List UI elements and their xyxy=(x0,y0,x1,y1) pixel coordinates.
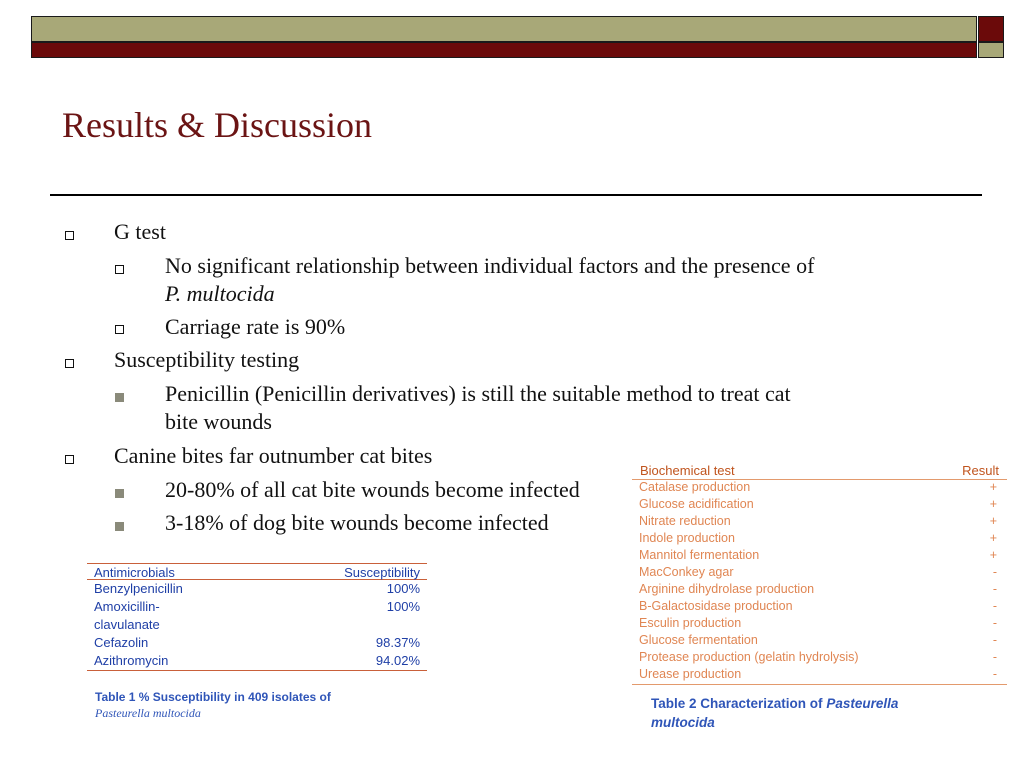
test-name: Indole production xyxy=(639,531,735,545)
solid-square-bullet-icon xyxy=(115,489,124,498)
test-result: - xyxy=(992,599,997,613)
table-header xyxy=(87,563,427,580)
antimicrobial-name: Cefazolin xyxy=(94,635,149,650)
bullet-g-test: G test xyxy=(114,219,166,244)
test-name: Arginine dihydrolase production xyxy=(639,582,815,596)
hollow-square-bullet-icon xyxy=(115,325,124,334)
table1-caption xyxy=(95,689,395,721)
bullet-susceptibility: Susceptibility testing xyxy=(114,347,300,372)
bullet-no-relationship: No significant relationship between individual factors and the presence of xyxy=(165,253,815,278)
table-row xyxy=(632,497,1007,514)
bullet-carriage: Carriage rate is 90% xyxy=(165,314,346,339)
table-row xyxy=(632,480,1007,497)
table-row xyxy=(632,667,1007,685)
bullet-penicillin-line1: Penicillin (Penicillin derivatives) is still the suitable method to treat cat xyxy=(165,381,791,406)
test-result: - xyxy=(992,565,997,579)
table-header xyxy=(632,461,1007,480)
bullet-cat-percent: 20-80% of all cat bite wounds become infected xyxy=(165,477,580,502)
header-square-maroon xyxy=(978,16,1004,42)
biochemical-table xyxy=(632,461,1007,685)
solid-square-bullet-icon xyxy=(115,393,124,402)
header-bar-maroon xyxy=(31,42,977,58)
test-name: Nitrate reduction xyxy=(639,514,731,528)
antimicrobial-name: Benzylpenicillin xyxy=(94,581,183,596)
test-name: B-Galactosidase production xyxy=(639,599,793,613)
table2-caption-species: multocida xyxy=(651,715,715,730)
column-header-biochemical-test: Biochemical test xyxy=(640,463,735,478)
table-row xyxy=(87,580,427,598)
table-row xyxy=(87,634,427,652)
table2-caption-prefix: Table 2 Characterization of xyxy=(651,696,823,711)
table-row xyxy=(632,565,1007,582)
table-row xyxy=(632,633,1007,650)
antimicrobial-name: Azithromycin xyxy=(94,653,169,668)
table-row xyxy=(632,514,1007,531)
test-name: Protease production (gelatin hydrolysis) xyxy=(639,650,859,664)
test-name: Esculin production xyxy=(639,616,742,630)
table-row xyxy=(632,650,1007,667)
test-result: + xyxy=(989,480,997,494)
header-bar-olive xyxy=(31,16,977,42)
slide-title: Results & Discussion xyxy=(62,105,373,145)
column-header-antimicrobials: Antimicrobials xyxy=(94,565,175,580)
bullet-dog-percent: 3-18% of dog bite wounds become infected xyxy=(165,510,549,535)
table-row xyxy=(87,598,427,634)
test-result: + xyxy=(989,514,997,528)
hollow-square-bullet-icon xyxy=(115,265,124,274)
title-divider xyxy=(50,194,982,196)
susceptibility-value: 100% xyxy=(386,581,420,596)
test-name: Urease production xyxy=(639,667,742,681)
bullet-canine: Canine bites far outnumber cat bites xyxy=(114,443,433,468)
test-result: - xyxy=(992,650,997,664)
table-row xyxy=(632,599,1007,616)
table1-caption-line2: Pasteurella multocida xyxy=(95,706,201,720)
susceptibility-value: 94.02% xyxy=(375,653,420,668)
table-row xyxy=(87,652,427,671)
species-name: P. multocida xyxy=(165,281,275,306)
header-square-olive xyxy=(978,42,1004,58)
table-row xyxy=(632,548,1007,565)
test-result: - xyxy=(992,633,997,647)
bullet-species xyxy=(165,280,275,307)
test-result: - xyxy=(992,582,997,596)
test-result: - xyxy=(992,667,997,681)
susceptibility-value: 100% xyxy=(386,599,420,614)
test-name: Glucose fermentation xyxy=(639,633,758,647)
test-result: + xyxy=(989,497,997,511)
table-row xyxy=(632,616,1007,633)
test-result: + xyxy=(989,548,997,562)
hollow-square-bullet-icon xyxy=(65,359,74,368)
antimicrobial-name: Amoxicillin-clavulanate xyxy=(94,599,160,632)
table1-caption-line1: Table 1 % Susceptibility in 409 isolates of xyxy=(95,690,331,704)
hollow-square-bullet-icon xyxy=(65,455,74,464)
test-name: MacConkey agar xyxy=(639,565,734,579)
table-row xyxy=(632,582,1007,599)
column-header-susceptibility: Susceptibility xyxy=(344,565,420,580)
test-result: - xyxy=(992,616,997,630)
test-name: Glucose acidification xyxy=(639,497,754,511)
test-name: Catalase production xyxy=(639,480,751,494)
solid-square-bullet-icon xyxy=(115,522,124,531)
column-header-result: Result xyxy=(962,463,999,478)
table2-caption-genus: Pasteurella xyxy=(826,696,899,711)
table2-caption xyxy=(651,694,971,732)
hollow-square-bullet-icon xyxy=(65,231,74,240)
test-result: + xyxy=(989,531,997,545)
susceptibility-table xyxy=(87,563,427,671)
bullet-penicillin-line2: bite wounds xyxy=(165,409,272,434)
susceptibility-value: 98.37% xyxy=(375,635,420,650)
table-row xyxy=(632,531,1007,548)
test-name: Mannitol fermentation xyxy=(639,548,760,562)
